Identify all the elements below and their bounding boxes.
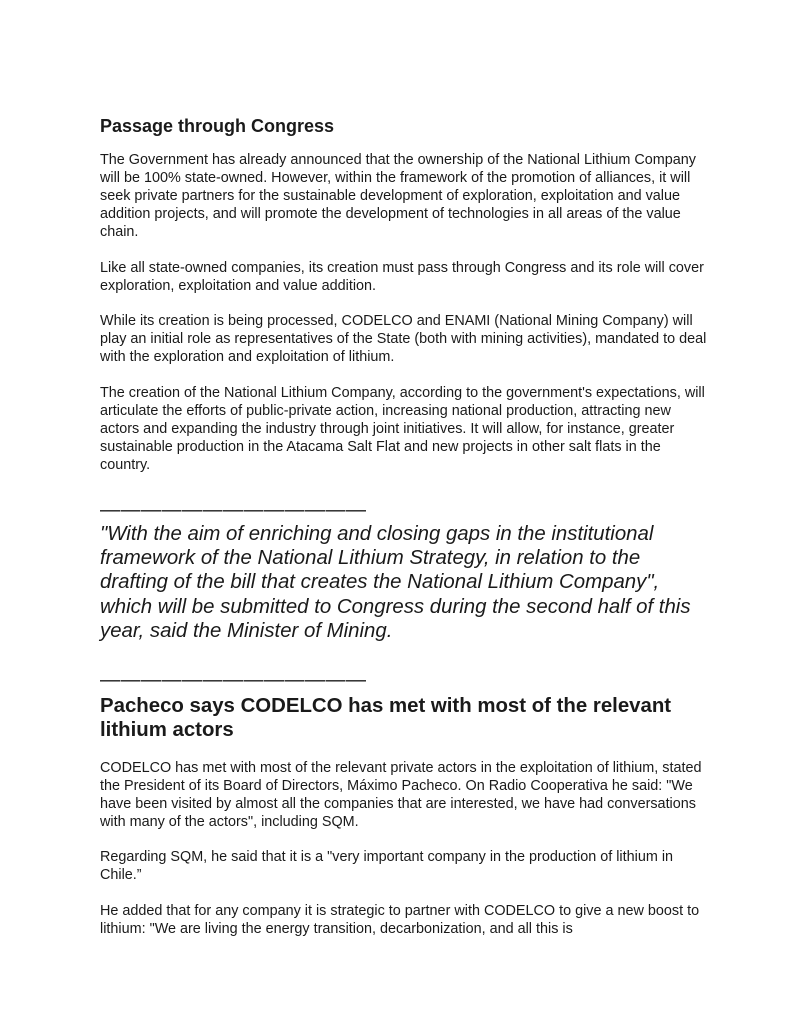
paragraph-codelco-enami: While its creation is being processed, CODELCO and ENAMI (National Mining Company) will play an initial role as representatives of the State (both with mining activities), mandated to deal with the exploration and exploitation of lithium. xyxy=(100,313,707,365)
section-title-passage-through-congress: Passage through Congress xyxy=(100,116,335,136)
paragraph-congress-role: Like all state-owned companies, its creation must pass through Congress and its role will cover exploration, exploitation and value addition. xyxy=(100,260,704,294)
section-title-pacheco-codelco: Pacheco says CODELCO has met with most of the relevant lithium actors xyxy=(100,695,672,741)
pull-quote: "With the aim of enriching and closing gaps in the institutional framework of the National Lithium Strategy, in relation to the drafting of the bill that creates the National Lithium Company", which will be submitted to Congress during the second half of this year, said the Minister of Mining. xyxy=(100,523,691,642)
paragraph-ownership: The Government has already announced that the ownership of the National Lithium Company will be 100% state-owned. However, within the framework of the promotion of alliances, it will seek private partners for the sustainable development of exploration, exploitation and value addition projects, and will promote the development of technologies in all areas of the value chain. xyxy=(100,152,696,240)
divider-bottom: ————————————— xyxy=(100,669,367,691)
paragraph-codelco-met-actors: CODELCO has met with most of the relevant private actors in the exploitation of lithium, stated the President of its Board of Directors, Máximo Pacheco. On Radio Cooperativa he said: "We have been visited by almost all the companies that are interested, we have had conversations with many of the actors", including SQM. xyxy=(100,760,702,830)
paragraph-creation-expectations: The creation of the National Lithium Company, according to the government's expectations, will articulate the efforts of public-private action, increasing national production, attracting new actors and expanding the industry through joint initiatives. It will allow, for instance, greater sustainable production in the Atacama Salt Flat and new projects in other salt flats in the country. xyxy=(100,385,705,473)
paragraph-sqm: Regarding SQM, he said that it is a "very important company in the production of lithium in Chile.” xyxy=(100,849,674,883)
divider-top: ————————————— xyxy=(100,499,367,521)
paragraph-strategic-partner: He added that for any company it is strategic to partner with CODELCO to give a new boost to lithium: "We are living the energy transition, decarbonization, and all this is xyxy=(100,903,700,937)
